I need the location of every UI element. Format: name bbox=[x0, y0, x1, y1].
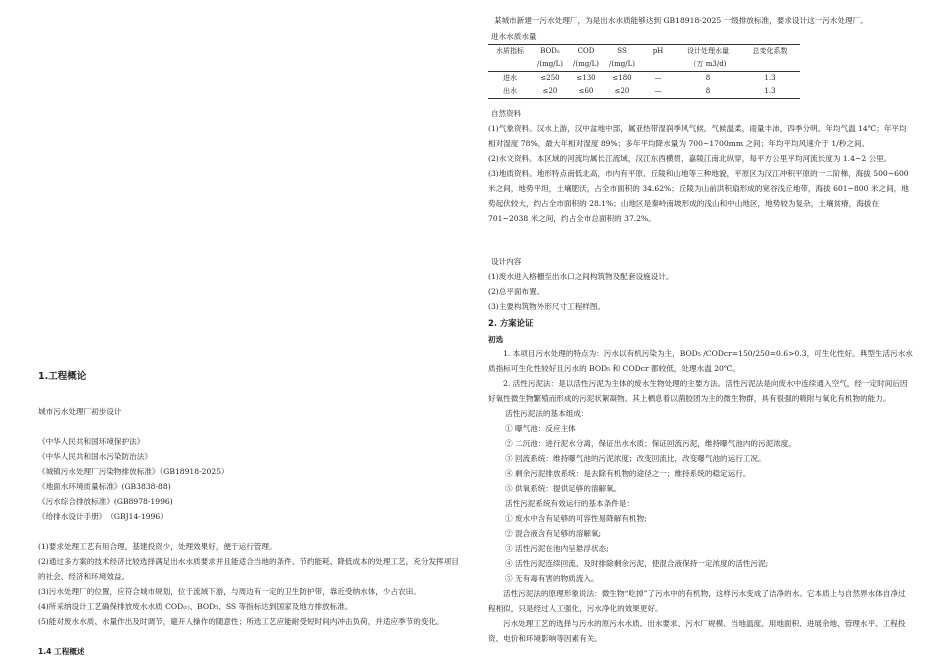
principle-item: (5)能对废水水质、水量作出及时调节，避开人操作的随意性；所选工艺应能耐受短时间内冲击负荷，并适应季节的变化。 bbox=[38, 617, 444, 626]
table-cell: ≤60 bbox=[568, 85, 604, 99]
header-cell bbox=[740, 58, 800, 72]
table-cell: — bbox=[640, 85, 676, 99]
table-cell: ≤250 bbox=[532, 72, 568, 86]
design-basis-list bbox=[38, 434, 463, 524]
design-heading: 设计内容 bbox=[491, 257, 522, 266]
list-item: ⑤ 无有毒有害的物质流入。 bbox=[505, 574, 599, 583]
table-cell: ≤180 bbox=[604, 72, 640, 86]
header-cell: COD bbox=[568, 45, 604, 59]
natural-heading: 自然资料 bbox=[491, 109, 522, 118]
conditions-heading: 活性污泥系统有效运行的基本条件是： bbox=[505, 499, 635, 508]
list-item: ③ 回流系统：维持曝气池的污泥浓度；改变回流比，改变曝气池的运行工况。 bbox=[505, 454, 766, 463]
list-item: ④ 活性污泥连续回流、及时排除剩余污泥，使混合液保持一定浓度的活性污泥; bbox=[505, 559, 769, 568]
paragraph: 污水处理工艺的选择与污水的原污水水质、出水要求、污水厂规模、当地温度、用地面积、进展余地、管理水平、工程投资、电价和环境影响等因素有关。 bbox=[488, 619, 906, 643]
natural-item: (2)水文资料。本区域的河流均属长江流域，汉江东西横贯，嘉陵江南北纵穿，每平方公里平均河流长度为 1.4~2 公里。 bbox=[488, 154, 892, 163]
list-item: ① 废水中含有足够的可容性易降解有机物; bbox=[505, 514, 647, 523]
design-item: (1)废水进入格栅至出水口之间构筑物及配套设施设计。 bbox=[488, 272, 674, 281]
table-cell: 进水 bbox=[488, 72, 532, 86]
natural-item: (1)气象资料。汉水上游，汉中盆地中部，属亚热带湿润季风气候。气候温柔，雨量丰沛，四季分明。年均气温 14℃；年平均相对湿度 78%，最大年相对湿度 89%；多年平均降水量为 700~1700mm 之间；年均平均风速介于 1/秒之间。 bbox=[488, 124, 907, 148]
header-cell: BOD₅ bbox=[532, 45, 568, 59]
basis-item: 《地面水环境质量标准》(GB3838-88) bbox=[38, 482, 171, 491]
basis-item: 《城镇污水处理厂污染物排放标准》（GB18918-2025） bbox=[38, 467, 229, 476]
project-name: 城市污水处理厂初步设计 bbox=[38, 407, 122, 416]
table-cell: ≤20 bbox=[532, 85, 568, 99]
header-cell: 水质指标 bbox=[488, 45, 532, 59]
scheme-heading: 2. 方案论证 bbox=[488, 318, 534, 328]
design-item: (2)总平面布置。 bbox=[488, 287, 545, 296]
components-heading: 活性污泥法的基本组成： bbox=[505, 409, 589, 418]
table-cell: 8 bbox=[676, 72, 740, 86]
header-cell: SS bbox=[604, 45, 640, 59]
overview-heading: 1.4 工程概述 bbox=[38, 647, 85, 656]
table-cell: ≤130 bbox=[568, 72, 604, 86]
table-header-row bbox=[488, 45, 800, 59]
basis-item: 《中华人民共和国水污染防治法》 bbox=[38, 452, 152, 461]
header-cell: 总变化系数 bbox=[740, 45, 800, 59]
list-item: ② 混合液含有足够的溶解氧; bbox=[505, 529, 602, 538]
principle-item: (2)通过多方案的技术经济比较选择满足出水水质要求并且能适合当地的条件、节约能耗、降低成本的处理工艺，充分发挥项目的社会、经济和环境效益。 bbox=[38, 557, 459, 581]
table-header-row bbox=[488, 58, 800, 72]
basis-item: 《中华人民共和国环境保护法》 bbox=[38, 437, 145, 446]
header-cell: 设计处理水量 bbox=[676, 45, 740, 59]
list-item: ② 二沉池：进行泥水分离，保证出水水质；保证回流污泥，维持曝气池内的污泥浓度。 bbox=[505, 439, 796, 448]
header-cell: /(mg/L) bbox=[573, 60, 599, 68]
intro-text: 某城市新建一污水处理厂，为是出水水质能够达到 GB18918-2025 一级排放标准，要求设计这一污水处理厂。 bbox=[494, 16, 868, 25]
table-cell: — bbox=[640, 72, 676, 86]
design-item: (3)主要构筑物外形尺寸工程样图。 bbox=[488, 302, 606, 311]
scheme-body bbox=[488, 346, 913, 646]
principle-item: (1)要求处理工艺有用合理，基建投资少，处理效果好，便于运行管理。 bbox=[38, 542, 277, 551]
prelim-heading: 初选 bbox=[488, 335, 504, 344]
table-cell: 8 bbox=[676, 85, 740, 99]
table-row bbox=[488, 85, 800, 99]
table-cell: 出水 bbox=[488, 85, 532, 99]
design-content-section bbox=[488, 254, 913, 314]
header-cell bbox=[640, 58, 676, 72]
header-cell: /(mg/L) bbox=[609, 60, 635, 68]
principle-item: (4)所采纳设计工艺确保排放废水水质 COD₍ᵣ₎、BOD₅、SS 等指标达到国家及地方排放标准。 bbox=[38, 602, 353, 611]
natural-data-section bbox=[488, 106, 913, 226]
paragraph: 活性污泥法的原理形象说法：微生物“吃掉”了污水中的有机物，这样污水变成了洁净的水。它本质上与自然界水体自净过程相似，只是经过人工强化，污水净化的效果更好。 bbox=[488, 589, 906, 613]
list-item: ⑤ 供氧系统：提供足够的溶解氧。 bbox=[505, 484, 622, 493]
table-caption: 进水水质水量 bbox=[491, 32, 537, 41]
paragraph: 1. 本项目污水处理的特点为：污水以有机污染为主，BOD₅ /CODcr=150/250=0.6>0.3，可生化性好。典型生活污水水质指标可生化性较好且污水的 BOD₅ 和 CODcr 都较低，处理水温 20℃。 bbox=[488, 349, 913, 373]
header-cell: /(mg/L) bbox=[537, 60, 563, 68]
water-quality-table bbox=[488, 44, 800, 99]
header-cell: pH bbox=[640, 45, 676, 59]
header-cell: （万 m3/d) bbox=[689, 60, 727, 68]
principle-item: (3)污水处理厂的位置，应符合城市规划，位于流域下游，与周边有一定的卫生防护带，靠近受纳水体，少占农田。 bbox=[38, 587, 421, 596]
list-item: ④ 剩余污泥排放系统：是去除有机物的途径之一；维持系统的稳定运行。 bbox=[505, 469, 751, 478]
section-title: 1.工程概论 bbox=[38, 371, 87, 382]
table-row bbox=[488, 72, 800, 86]
table-cell: ≤20 bbox=[604, 85, 640, 99]
table-cell: 1.3 bbox=[740, 72, 800, 86]
basis-item: 《污水综合排放标准》(GB8978-1996) bbox=[38, 497, 173, 506]
basis-item: 《给排水设计手册》 （GBJ14-1996） bbox=[38, 512, 168, 521]
list-item: ① 曝气池：反应主体 bbox=[505, 424, 576, 433]
list-item: ③ 活性污泥在池内呈悬浮状态; bbox=[505, 544, 609, 553]
natural-item: (3)地质资料。地形特点南低北高，市内有平原、丘陵和山地等三种地貌，平原区为汉江冲积平原的一二阶梯，海拔 500~600 米之间，地势平坦，土壤肥沃，占全市面积的 34.62%；丘陵为山前洪积扇形成的宽谷浅丘地带，海拔 601~800 米之间，地势起伏较大，约占全市面积的 28.1%；山地区是秦岭南坡形成的浅山和中山地区，地势较为复杂，土壤贫瘠，海拔在 701~2038 米之间，约占全市总面积的 37.2%。 bbox=[488, 169, 909, 223]
paragraph: 2. 活性污泥法：是以活性污泥为主体的废水生物处理的主要方法。活性污泥法是向废水中连续通入空气，经一定时间后因好氧性微生物繁殖而形成的污泥状絮凝物。其上栖息着以菌胶团为主的微生物群，具有很强的吸附与氧化有机物的能力。 bbox=[488, 379, 908, 403]
table-cell: 1.3 bbox=[740, 85, 800, 99]
header-cell bbox=[488, 58, 532, 72]
design-principles bbox=[38, 539, 463, 629]
